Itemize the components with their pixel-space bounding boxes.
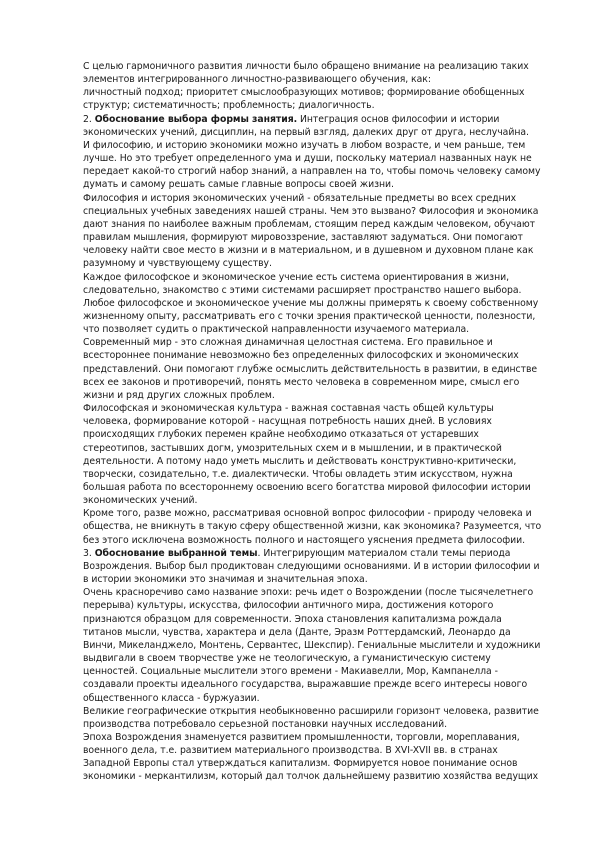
section-text: . Интегрирующим материалом стали темы периода Возрождения. Выбор был продиктован следующими основаниями. И в истории философии и в истории экономики это значимая и значительная эпоха. bbox=[83, 547, 540, 586]
paragraph-body: Современный мир - это сложная динамичная целостная система. Его правильное и всестороннее понимание невозможно без определенных философских и экономических представлений. Они помогают глубже осмыслить действительность в развитии, в единстве всех ее законов и противоречий, понять место человека в современном мире, смысл его жизни и ряд других сложных проблем. bbox=[83, 337, 538, 401]
paragraph-body: Великие географические открытия необыкновенно расширили горизонт человека, развитие производства потребовало серьезной постановки научных исследований. bbox=[83, 705, 539, 730]
paragraph-body: И философию, и историю экономики можно изучать в любом возрасте, и чем раньше, тем лучше. Но это требует определенного ума и души, поскольку материал названных наук не передает какой-то строгий набор знаний, а направлен на то, чтобы помочь человеку самому думать и самому решать самые главные вопросы своей жизни. bbox=[83, 139, 541, 191]
paragraph-body: Философия и история экономических учений - обязательные предметы во всех средних специальных учебных заведениях нашей страны. Чем это вызвано? Философия и экономика дают знания по наиболее важным проблемам, стоящим перед каждым человеком, обучают правилам мышления, формируют мировоззрение, заставляют задуматься. Они помогают человеку найти свое место в жизни и в материальном, и в душевном и духовном плане как разумному и чувствующему существу. bbox=[83, 192, 539, 270]
section-heading: Обоснование выбранной темы bbox=[94, 547, 258, 559]
document-body bbox=[83, 60, 543, 784]
paragraph-intro: С целью гармоничного развития личности было обращено внимание на реализацию таких элементов интегрированного личностно-развивающего обучения, как: bbox=[83, 61, 529, 86]
paragraph-body: Эпоха Возрождения знаменуется развитием промышленности, торговли, мореплавания, военного дела, т.е. развитием материального производства. В XVI-XVII вв. в странах Западной Европы стал утверждаться капитализм. Формируется новое понимание основ экономики - меркантилизм, который дал толчок дальнейшему развитию хозяйства ведущих bbox=[83, 731, 539, 783]
section-number: 2. bbox=[83, 113, 95, 125]
section-heading: Обоснование выбора формы занятия. bbox=[94, 113, 298, 125]
paragraph-body: Кроме того, разве можно, рассматривая основной вопрос философии - природу человека и общества, не вникнуть в такую сферу общественной жизни, как экономика? Разумеется, что без этого исключена возможность полного и настоящего уяснения предмета философии. bbox=[83, 508, 542, 546]
paragraph-section-3 bbox=[83, 547, 543, 586]
paragraph-body: Каждое философское и экономическое учение есть система ориентирования в жизни, следовательно, знакомство с этими системами расширяет пространство нашего выбора. Любое философское и экономическое учение мы должны примерять к своему собственному жизненному опыту, рассматривать его с точки зрения практической ценности, полезности, что позволяет судить о практической направленности изучаемого материала. bbox=[83, 271, 539, 336]
paragraph-body: Философская и экономическая культура - важная составная часть общей культуры человека, формирование которой - насущная потребность наших дней. В условиях происходящих глубоких перемен крайне необходимо отказаться от устаревших стереотипов, застывших догм, умозрительных схем и в мышлении, и в практической деятельности. А потому надо уметь мыслить и действовать конструктивно-критически, творчески, созидательно, т.е. диалектически. Чтобы овладеть этим искусством, нужна большая работа по всестороннему освоению всего богатства мировой философии истории экономических учений. bbox=[83, 403, 531, 507]
section-number: 3. bbox=[83, 547, 95, 559]
section-text: Интеграция основ философии и истории экономических учений, дисциплин, на первый взгляд, далеких друг от друга, неслучайна. bbox=[83, 113, 529, 138]
paragraph-section-2 bbox=[83, 113, 543, 139]
paragraph-body: Очень красноречиво само название эпохи: речь идет о Возрождении (после тысячелетнего перерыва) культуры, искусства, философии античного мира, достижения которого признаются образцом для современности. Эпоха становления капитализма рождала титанов мысли, чувства, характера и дела (Данте, Эразм Роттердамский, Леонардо да Винчи, Микеланджело, Монтень, Сервантес, Шекспир). Гениальные мыслители и художники выдвигали в своем творчестве уже не теологическую, а гуманистическую систему ценностей. Социальные мыслители этого времени - Макиавелли, Мор, Кампанелла - создавали проекты идеального государства, выражавшие прежде всего интересы нового общественного класса - буржуазии. bbox=[83, 587, 541, 704]
paragraph-principles-list: личностный подход; приоритет смыслообразующих мотивов; формирование обобщенных структур; систематичность; проблемность; диалогичность. bbox=[83, 87, 525, 112]
